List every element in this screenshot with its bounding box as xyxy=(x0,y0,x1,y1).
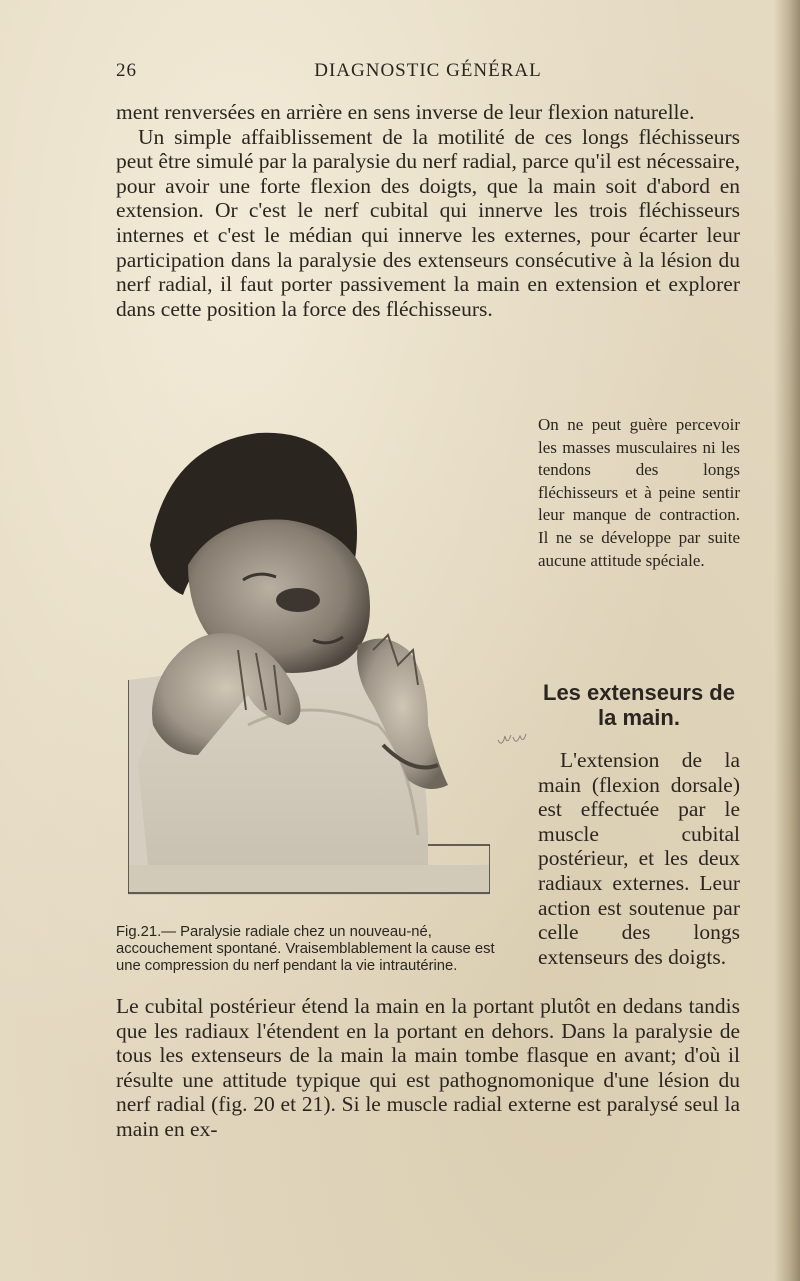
figure-caption xyxy=(116,924,518,975)
paragraph-right-text: L'extension de la main (flexion dorsale) est effectuée par le muscle cubital postérieur, et les deux radiaux externes. Leur action est soutenue par celle des longs extenseurs des doigts. xyxy=(538,748,740,969)
page-edge-shadow xyxy=(774,0,800,1281)
figure-label: Fig.21. xyxy=(116,924,162,940)
infant-photo-illustration xyxy=(128,425,490,895)
section-heading: Les extenseurs de la main. xyxy=(543,680,735,730)
running-title: DIAGNOSTIC GÉNÉRAL xyxy=(314,60,542,81)
figure-caption-text: — Paralysie radiale chez un nouveau-né, accouchement spontané. Vraisemblablement la cause est une compression du nerf pendant la vie intrautérine. xyxy=(116,924,495,974)
side-note: On ne peut guère percevoir les masses musculaires ni les tendons des longs fléchisseurs et à peine sentir leur manque de contraction. Il ne se développe par suite aucune attitude spéciale. xyxy=(538,415,740,570)
paragraph-opening: ment renversées en arrière en sens inverse de leur flexion naturelle. xyxy=(116,100,695,124)
paragraph-right-column xyxy=(538,748,740,969)
paragraph-closing: Le cubital postérieur étend la main en la portant plutôt en dedans tandis que les radiaux l'étendent en la portant en dehors. Dans la paralysie de tous les extenseurs de la main la main tombe flasque en avant; d'où il résulte une attitude typique qui est pathognomonique d'une lésion du nerf radial (fig. 20 et 21). Si le muscle radial externe est paralysé seul la main en ex- xyxy=(116,994,740,1141)
page-number: 26 xyxy=(116,60,137,81)
paragraph-second: Un simple affaiblissement de la motilité de ces longs fléchisseurs peut être simulé par la paralysie du nerf radial, parce qu'il est nécessaire, pour avoir une forte flexion des doigts, que la main soit d'abord en extension. Or c'est le nerf cubital qui innerve les trois fléchisseurs internes et c'est le médian qui innerve les externes, pour écarter leur participation dans la paralysie des extenseurs consécutive à la lésion du nerf radial, il faut porter passivement la main en extension et explorer dans cette position la force des fléchisseurs. xyxy=(116,124,740,321)
photographer-signature xyxy=(496,722,536,752)
paragraph-top xyxy=(116,100,740,321)
running-head xyxy=(116,60,740,88)
figure-photograph xyxy=(128,425,490,895)
